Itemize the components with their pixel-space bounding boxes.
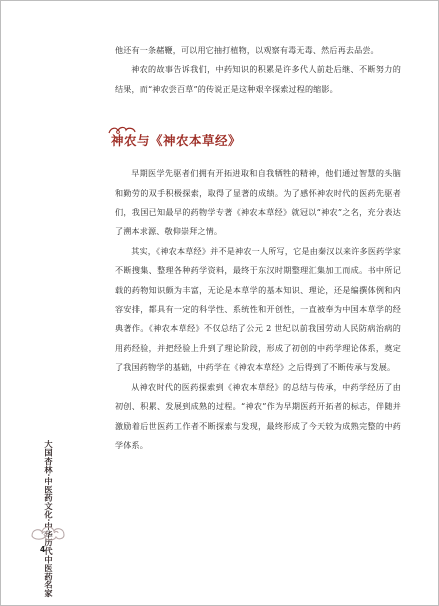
- page-number: 4: [40, 545, 46, 554]
- cloud-scroll-icon: [28, 520, 68, 544]
- paragraph: 其实，《神农本草经》并不是神农一人所写，它是由秦汉以来许多医药学家不断搜集、整理各种药学资料，最终于东汉时期整理汇集加工而成。书中所记载的药物知识颇为丰富，无论是本草学的基本知识、理论，还是编撰体例和内容安排，都具有一定的科学性、系统性和开创性，一直被奉为中国本草学的经典著作。《神农本草经》不仅总结了公元 2 世纪以前我国劳动人民防病治病的用药经验，并把经验上升到了理论阶段，形成了初创的中药学理论体系，奠定了我国药物学的基础，中药学在《神农本草经》之后得到了不断传承与发展。: [115, 245, 401, 373]
- section-title: 神农与《神农本草经》: [111, 133, 242, 149]
- paragraph: 神农的故事告诉我们，中药知识的积累是许多代人前赴后继、不断努力的结果，而“神农尝百草”的传说正是这种艰辛探索过程的缩影。: [115, 64, 401, 94]
- section-heading: [111, 122, 401, 150]
- paragraph: 他还有一条赭鞭，可以用它抽打植物，以观察有毒无毒、然后再去品尝。: [115, 45, 379, 55]
- paragraph: 从神农时代的医药探索到《神农本草经》的总结与传承，中药学经历了由初创、积累、发展到成熟的过程。“神农”作为早期医药开拓者的标志，伴随并激励着后世医药工作者不断探索与发现，最终形成了今天较为成熟完整的中药学体系。: [115, 381, 401, 450]
- paragraph: 早期医学先驱者们拥有开拓进取和自我牺牲的精神，他们通过智慧的头脑和勤劳的双手积极探索，取得了显著的成绩。为了感怀神农时代的医药先驱者们，我国已知最早的药物学专著《神农本草经》就冠以“神农”之名，充分表达了溯本求源、敬仰崇拜之情。: [115, 168, 401, 237]
- series-title: 大国杏林·中医药文化·中华历代中医药名家: [44, 440, 54, 598]
- text-column: [111, 41, 401, 455]
